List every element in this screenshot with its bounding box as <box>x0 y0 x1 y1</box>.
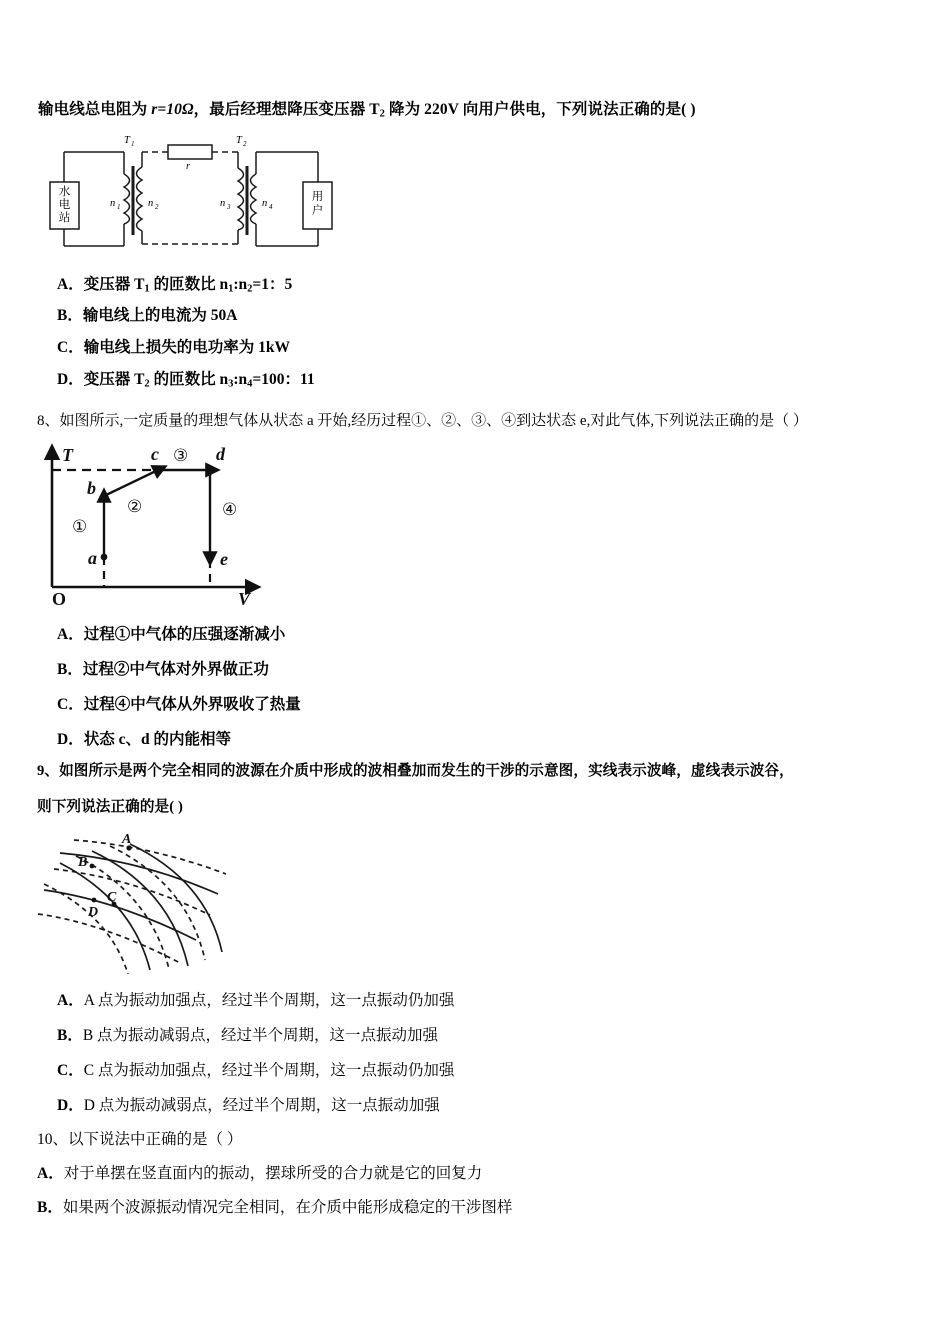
q9-stem-line2: 则下列说法正确的是( ) <box>37 799 183 815</box>
svg-text:n: n <box>262 198 268 209</box>
q7-stem-subscript: 2 <box>379 108 386 120</box>
q7-option-c-text: 输电线上损失的电功率为 1kW <box>83 339 290 356</box>
q7-option-d-text-a: 变压器 T <box>83 371 145 388</box>
q8-stem: 8、如图所示,一定质量的理想气体从状态 a 开始,经历过程①、②、③、④到达状态 e,对此气体,下列说法正确的是（ ） <box>37 413 808 429</box>
svg-text:2: 2 <box>155 203 159 211</box>
transformer-transmission-circuit-figure <box>40 134 350 262</box>
svg-text:水: 水 <box>58 186 71 198</box>
q7-option-a-sub-c: 2 <box>247 283 253 295</box>
q7-option-c[interactable] <box>57 339 290 358</box>
q7-option-a-text-d: =1：5 <box>252 276 293 293</box>
svg-text:a: a <box>88 548 97 568</box>
q8-option-a[interactable] <box>57 626 285 645</box>
q8-option-a-text: 过程①中气体的压强逐渐减小 <box>83 626 286 643</box>
q8-option-a-label: A． <box>57 626 84 643</box>
q9-option-a[interactable] <box>57 992 454 1011</box>
q7-option-d-label: D． <box>57 371 84 388</box>
svg-text:n: n <box>110 198 116 209</box>
svg-text:B: B <box>78 855 88 870</box>
svg-text:T: T <box>124 135 130 146</box>
q9-option-c-label: C． <box>57 1062 84 1079</box>
q7-option-a-text-b: 的匝数比 n <box>149 276 229 293</box>
svg-text:A: A <box>122 832 132 847</box>
q7-option-d-text-c: :n <box>233 371 248 388</box>
q10-option-a-text: 对于单摆在竖直面内的振动，摆球所受的合力就是它的回复力 <box>63 1165 483 1182</box>
q8-option-c[interactable] <box>57 696 301 715</box>
svg-text:b: b <box>87 478 96 498</box>
q7-option-b-text: 输电线上的电流为 50A <box>82 307 238 324</box>
svg-text:户: 户 <box>311 205 324 217</box>
q7-option-a-sub-b: 1 <box>228 283 234 295</box>
svg-text:②: ② <box>127 497 143 517</box>
svg-text:用: 用 <box>311 191 324 203</box>
q7-option-b[interactable] <box>57 307 237 326</box>
q7-option-a-text-c: :n <box>233 276 248 293</box>
q8-option-c-label: C． <box>57 696 84 713</box>
q8-option-b-text: 过程②中气体对外界做正功 <box>82 661 269 678</box>
q7-option-a-text-a: 变压器 T <box>83 276 145 293</box>
q9-stem-line1: 9、如图所示是两个完全相同的波源在介质中形成的波相叠加而发生的干涉的示意图，实线表示波峰，虚线表示波谷， <box>37 763 794 779</box>
q7-option-c-label: C． <box>57 339 84 356</box>
svg-text:4: 4 <box>269 203 273 211</box>
q9-option-b[interactable] <box>57 1027 438 1046</box>
q9-option-c-text: C 点为振动加强点，经过半个周期，这一点振动仍加强 <box>83 1062 455 1079</box>
q7-option-d-sub-c: 4 <box>247 378 253 390</box>
q7-option-b-label: B． <box>57 307 83 324</box>
svg-text:站: 站 <box>58 212 71 224</box>
q9-option-b-label: B． <box>57 1027 83 1044</box>
svg-text:n: n <box>220 198 226 209</box>
svg-text:c: c <box>151 444 159 464</box>
q8-option-c-text: 过程④中气体从外界吸收了热量 <box>83 696 301 713</box>
svg-text:V: V <box>238 589 251 609</box>
svg-text:r: r <box>185 161 191 172</box>
svg-text:3: 3 <box>227 203 231 211</box>
q7-stem <box>38 101 696 121</box>
svg-text:e: e <box>220 549 228 569</box>
q9-option-d-label: D． <box>57 1097 84 1114</box>
q9-option-c[interactable] <box>57 1062 454 1081</box>
svg-text:①: ① <box>72 517 88 537</box>
q7-option-d[interactable] <box>57 371 315 391</box>
svg-text:1: 1 <box>131 140 135 148</box>
q9-option-a-label: A． <box>57 992 84 1009</box>
q7-option-d-sub-a: 2 <box>144 378 150 390</box>
q10-option-a-label: A． <box>37 1165 64 1182</box>
q9-option-a-text: A 点为振动加强点，经过半个周期，这一点振动仍加强 <box>83 992 455 1009</box>
wave-interference-diagram-figure <box>36 822 236 974</box>
q7-stem-part2: ，最后经理想降压变压器 T <box>193 101 380 118</box>
q7-option-a-sub-a: 1 <box>144 283 150 295</box>
q7-option-d-text-b: 的匝数比 n <box>149 371 229 388</box>
q7-stem-part3: 降为 220V 向用户供电，下列说法正确的是( ) <box>385 101 696 118</box>
svg-text:④: ④ <box>222 500 238 520</box>
svg-text:③: ③ <box>173 446 189 466</box>
q7-option-d-sub-b: 3 <box>228 378 234 390</box>
q9-option-d[interactable] <box>57 1097 440 1116</box>
q7-stem-resistance: r=10Ω <box>151 101 194 118</box>
svg-text:电: 电 <box>58 199 71 211</box>
svg-text:T: T <box>62 445 73 465</box>
svg-text:D: D <box>88 905 99 920</box>
q8-option-b-label: B． <box>57 661 83 678</box>
svg-text:2: 2 <box>243 140 247 148</box>
svg-text:T: T <box>236 135 242 146</box>
svg-text:C: C <box>107 890 117 905</box>
q7-stem-part1: 输电线总电阻为 <box>38 101 152 118</box>
q10-option-b-text: 如果两个波源振动情况完全相同，在介质中能形成稳定的干涉图样 <box>62 1199 513 1216</box>
q10-option-b[interactable] <box>37 1199 512 1218</box>
svg-text:1: 1 <box>117 203 121 211</box>
q10-option-b-label: B． <box>37 1199 63 1216</box>
svg-text:n: n <box>148 198 154 209</box>
q9-option-b-text: B 点为振动减弱点，经过半个周期，这一点振动加强 <box>82 1027 439 1044</box>
q8-option-d-label: D． <box>57 731 84 748</box>
svg-text:O: O <box>52 589 67 609</box>
q7-option-a-label: A． <box>57 276 84 293</box>
svg-text:d: d <box>216 444 225 464</box>
temperature-volume-diagram-figure <box>32 437 268 609</box>
q10-stem: 10、以下说法中正确的是（ ） <box>37 1131 243 1148</box>
q7-option-d-text-d: =100：11 <box>252 371 315 388</box>
q9-option-d-text: D 点为振动减弱点，经过半个周期，这一点振动加强 <box>83 1097 440 1114</box>
q8-option-d[interactable] <box>57 731 231 750</box>
q10-option-a[interactable] <box>37 1165 482 1184</box>
q8-option-b[interactable] <box>57 661 269 680</box>
q8-option-d-text: 状态 c、d 的内能相等 <box>83 731 231 748</box>
q7-option-a[interactable] <box>57 276 292 296</box>
